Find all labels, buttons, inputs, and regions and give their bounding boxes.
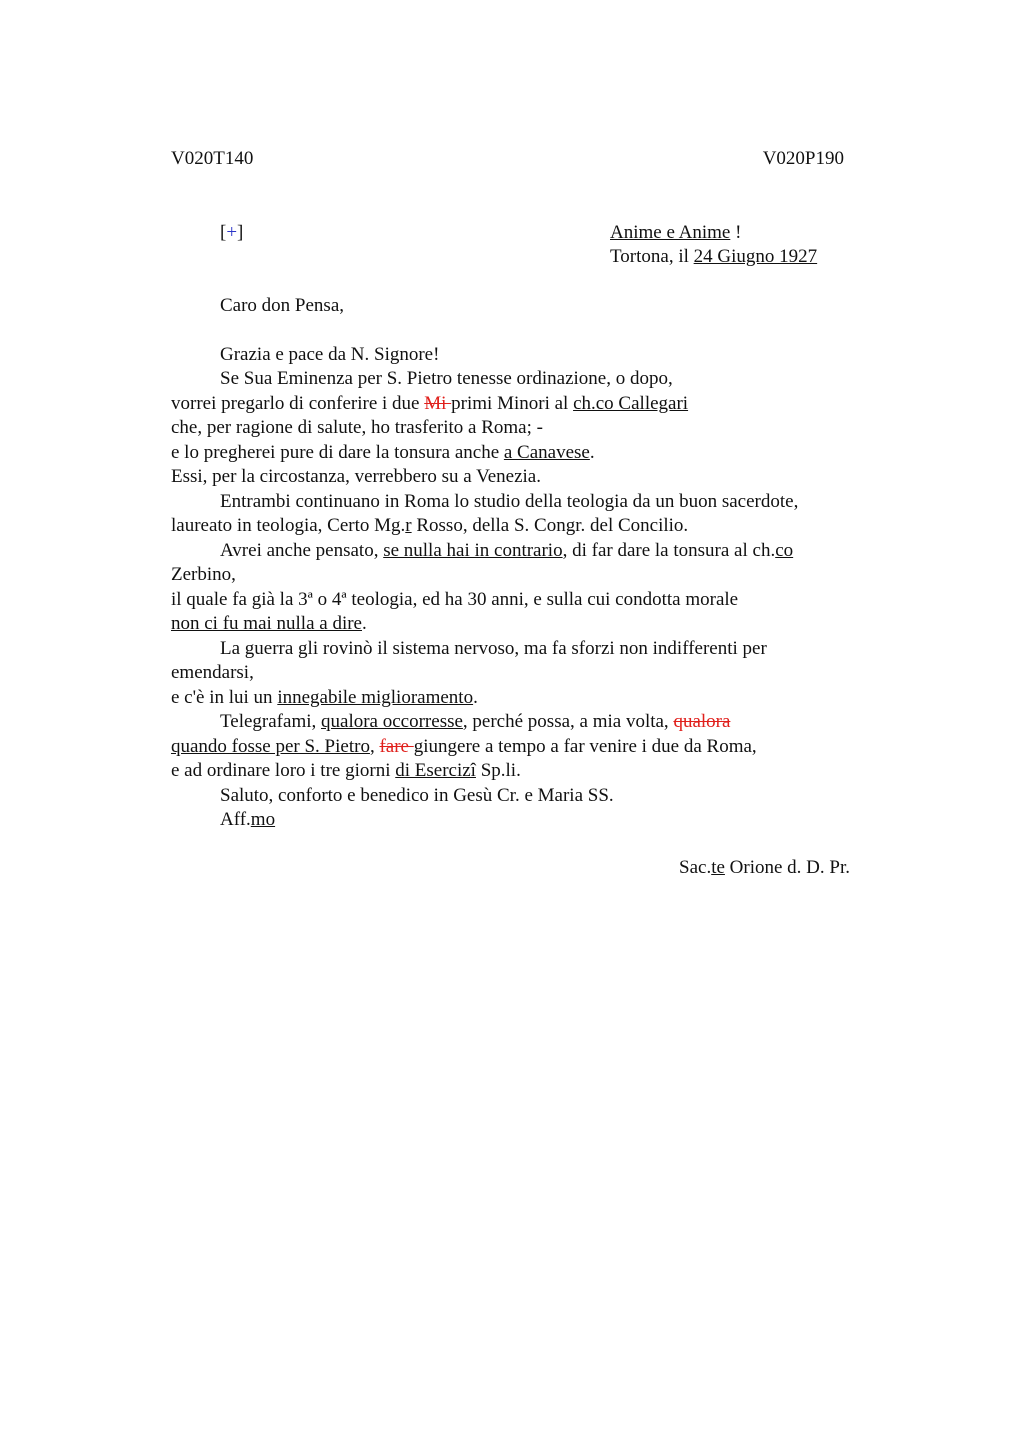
motto-suffix: ! xyxy=(730,222,742,243)
letter-date: 24 Giugno 1927 xyxy=(693,246,818,267)
body-line-14 xyxy=(171,686,478,710)
body-line-7 xyxy=(171,514,688,538)
body-line-11 xyxy=(171,612,367,636)
motto xyxy=(610,222,741,244)
body-line-2 xyxy=(171,392,688,416)
cross-bracket-close: ] xyxy=(237,222,244,243)
text-segment: Aff. xyxy=(220,809,251,830)
motto-text: Anime e Anime xyxy=(610,222,731,243)
text-segment: e ad ordinare loro i tre giorni xyxy=(171,760,396,781)
text-segment: . xyxy=(473,687,478,708)
underlined-text: innegabile miglioramento xyxy=(277,687,474,708)
text-segment: Sp.li. xyxy=(475,760,521,781)
text-segment: primi Minori al xyxy=(451,393,574,414)
greeting: Grazia e pace da N. Signore! xyxy=(220,344,440,365)
underlined-text: ch.co Callegari xyxy=(573,393,689,414)
body-line-18: Saluto, conforto e benedico in Gesù Cr. e Maria SS. xyxy=(220,785,614,806)
cross-plus: + xyxy=(226,222,238,243)
body-line-17 xyxy=(171,759,521,783)
body-line-10: il quale fa già la 3ª o 4ª teologia, ed ha 30 anni, e sulla cui condotta morale xyxy=(171,589,739,610)
place-prefix: Tortona, il xyxy=(610,246,694,267)
underlined-text: a Canavese xyxy=(503,442,590,463)
salutation: Caro don Pensa, xyxy=(220,295,345,316)
document-code-left: V020T140 xyxy=(171,148,254,169)
text-segment: , xyxy=(369,736,380,757)
body-line-8 xyxy=(220,539,793,563)
place-date xyxy=(610,246,817,268)
body-line-5: Essi, per la circostanza, verrebbero su a Venezia. xyxy=(171,466,541,487)
underlined-text: qualora occorresse xyxy=(321,711,463,732)
underlined-text: mo xyxy=(250,809,276,830)
text-segment: Sac. xyxy=(679,857,712,878)
body-line-6: Entrambi continuano in Roma lo studio della teologia da un buon sacerdote, xyxy=(220,491,799,512)
text-segment: , perché possa, a mia volta, xyxy=(462,711,674,732)
body-line-1: Se Sua Eminenza per S. Pietro tenesse ordinazione, o dopo, xyxy=(220,368,673,389)
text-segment: Telegrafami, xyxy=(220,711,322,732)
text-segment: vorrei pregarlo di conferire i due xyxy=(171,393,425,414)
text-segment: e c'è in lui un xyxy=(171,687,278,708)
text-segment: giungere a tempo a far venire i due da Roma, xyxy=(413,736,757,757)
underlined-text: di Esercizi xyxy=(395,760,476,781)
text-segment: Avrei anche pensato, xyxy=(220,540,384,561)
body-line-3: che, per ragione di salute, ho trasferito a Roma; - xyxy=(171,417,543,438)
body-line-13: emendarsi, xyxy=(171,662,254,683)
body-line-12: La guerra gli rovinò il sistema nervoso, ma fa sforzi non indifferenti per xyxy=(220,638,767,659)
body-line-16 xyxy=(171,735,757,759)
underlined-text: se nulla hai in contrario xyxy=(383,540,563,561)
body-line-15 xyxy=(220,710,730,734)
underlined-text: te xyxy=(711,857,725,878)
body-line-9: Zerbino, xyxy=(171,564,236,585)
underlined-text: non ci fu mai nulla a dire xyxy=(171,613,362,634)
underlined-text: r xyxy=(405,515,412,536)
text-segment: e lo pregherei pure di dare la tonsura anche xyxy=(171,442,504,463)
text-segment: . xyxy=(589,442,595,463)
closing xyxy=(220,808,275,832)
underlined-text: quando fosse per S. Pietro xyxy=(171,736,370,757)
text-segment: Orione d. D. Pr. xyxy=(724,857,850,878)
text-segment: laureato in teologia, Certo Mg. xyxy=(171,515,406,536)
body-line-4 xyxy=(171,441,595,465)
deleted-text: qualora xyxy=(673,711,731,732)
deleted-text: Mi xyxy=(424,393,452,414)
text-segment: Rosso, della S. Congr. del Concilio. xyxy=(411,515,689,536)
text-segment: , di far dare la tonsura al ch. xyxy=(562,540,776,561)
cross-bracket-open: [ xyxy=(220,222,227,243)
signature xyxy=(679,857,850,879)
cross-mark xyxy=(220,222,243,244)
document-code-right: V020P190 xyxy=(762,148,844,169)
underlined-text: co xyxy=(775,540,794,561)
text-segment: . xyxy=(362,613,367,634)
deleted-text: fare xyxy=(379,736,414,757)
